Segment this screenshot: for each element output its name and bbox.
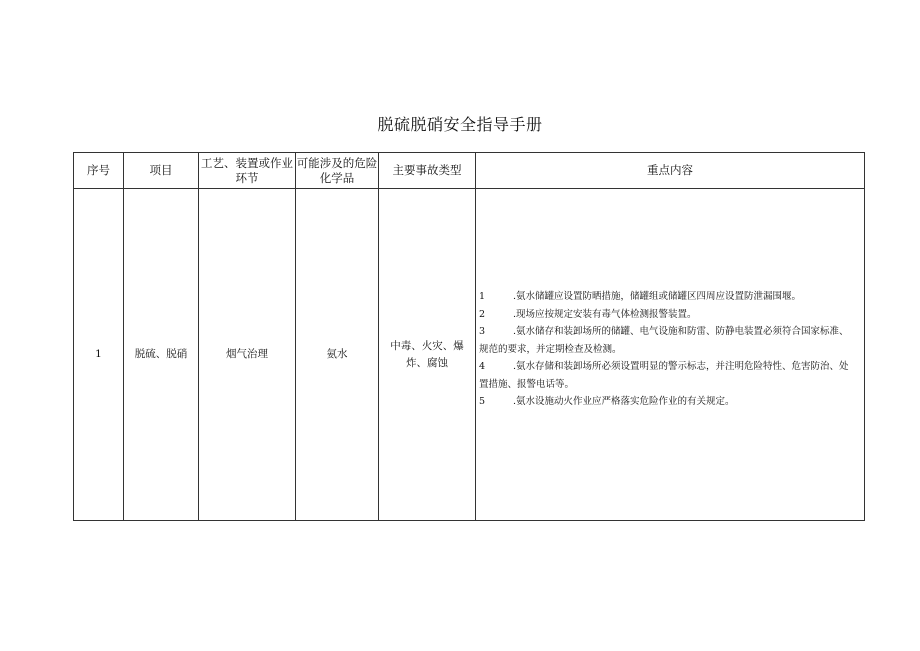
- header-process-line2: 环节: [235, 170, 259, 185]
- row-accident-types: [379, 189, 476, 521]
- header-process: [199, 153, 296, 189]
- key-point-number: 1: [479, 291, 486, 303]
- key-point-text: .现场应按规定安装有毒气体检测报警装置。: [513, 308, 697, 320]
- row-index: 1: [74, 189, 124, 521]
- key-point-text: .氨水储存和装卸场所的储罐、电气设施和防雷、防静电装置必须符合国家标准、规范的要求，并定期检查及检测。: [479, 326, 849, 355]
- header-chemicals-line2: 化学品: [319, 170, 355, 185]
- header-chemicals: [296, 153, 379, 189]
- key-points-list: [476, 288, 864, 411]
- accident-types-line2: 炸、腐蚀: [406, 356, 448, 369]
- key-point-number: 2: [479, 308, 486, 320]
- row-chemicals: 氨水: [296, 189, 379, 521]
- document-title: 脱硫脱硝安全指导手册: [377, 115, 543, 134]
- key-point-item: [479, 323, 856, 358]
- key-point-text: .氨水设施动火作业应严格落实危险作业的有关规定。: [513, 396, 735, 408]
- key-point-item: [479, 288, 856, 306]
- key-point-number: 4: [479, 361, 486, 373]
- key-point-text: .氨水储罐应设置防晒措施，储罐组或储罐区四周应设置防泄漏围堰。: [513, 291, 802, 303]
- accident-types-line1: 中毒、火灾、爆: [390, 339, 464, 352]
- key-point-text: .氨水存储和装卸场所必须设置明显的警示标志，并注明危险特性、危害防治、处置措施、报警电话等。: [479, 361, 849, 390]
- key-point-item: [479, 358, 856, 393]
- key-point-number: 5: [479, 396, 486, 408]
- header-key-points: 重点内容: [476, 153, 865, 189]
- key-point-item: [479, 393, 856, 411]
- row-item: 脱硫、脱硝: [124, 189, 199, 521]
- key-point-number: 3: [479, 326, 486, 338]
- header-accident-types: 主要事故类型: [379, 153, 476, 189]
- header-index: 序号: [74, 153, 124, 189]
- safety-guide-table: [73, 152, 865, 521]
- header-process-line1: 工艺、装置或作业: [201, 155, 293, 170]
- row-key-points: [476, 189, 865, 521]
- row-process: 烟气治理: [199, 189, 296, 521]
- key-point-item: [479, 306, 856, 324]
- header-item: 项目: [124, 153, 199, 189]
- header-chemicals-line1: 可能涉及的危险: [296, 155, 378, 170]
